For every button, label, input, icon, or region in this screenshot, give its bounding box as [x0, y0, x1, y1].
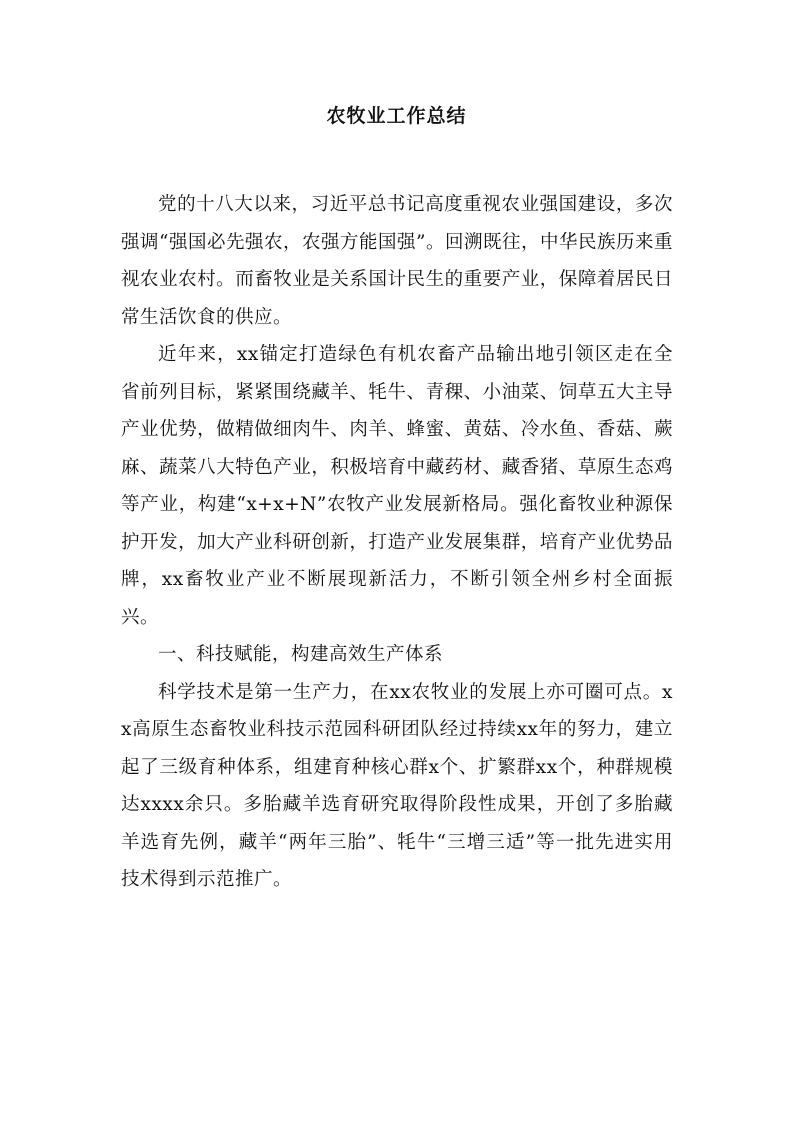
document-title: 农牧业工作总结 — [326, 105, 467, 127]
paragraph-intro: 党的十八大以来，习近平总书记高度重视农业强国建设，多次强调“强国必先强农，农强方能国强”。回溯既往，中华民族历来重视农业农村。而畜牧业是关系国计民生的重要产业，保障着居民日常生活饮食的供应。 — [121, 194, 673, 328]
paragraph-recent-years: 近年来，xx锚定打造绿色有机农畜产品输出地引领区走在全省前列目标，紧紧围绕藏羊、牦牛、青稞、小油菜、饲草五大主导产业优势，做精做细肉牛、肉羊、蜂蜜、黄菇、冷水鱼、香菇、蕨麻、蔬菜八大特色产业，积极培育中藏药材、藏香猪、草原生态鸡等产业，构建“x+x+N”农牧产业发展新格局。强化畜牧业种源保护开发，加大产业科研创新，打造产业发展集群，培育产业优势品牌，xx畜牧业产业不断展现新活力，不断引领全州乡村全面振兴。 — [121, 344, 673, 628]
section-heading: 一、科技赋能，构建高效生产体系 — [158, 644, 444, 665]
document-body — [121, 186, 673, 899]
paragraph-technology: 科学技术是第一生产力，在xx农牧业的发展上亦可圈可点。xx高原生态畜牧业科技示范园科研团队经过持续xx年的努力，建立起了三级育种体系，组建育种核心群x个、扩繁群xx个，种群规模达xxxx余只。多胎藏羊选育研究取得阶段性成果，开创了多胎藏羊选育先例，藏羊“两年三胎”、牦牛“三增三适”等一批先进实用技术得到示范推广。 — [121, 681, 673, 890]
